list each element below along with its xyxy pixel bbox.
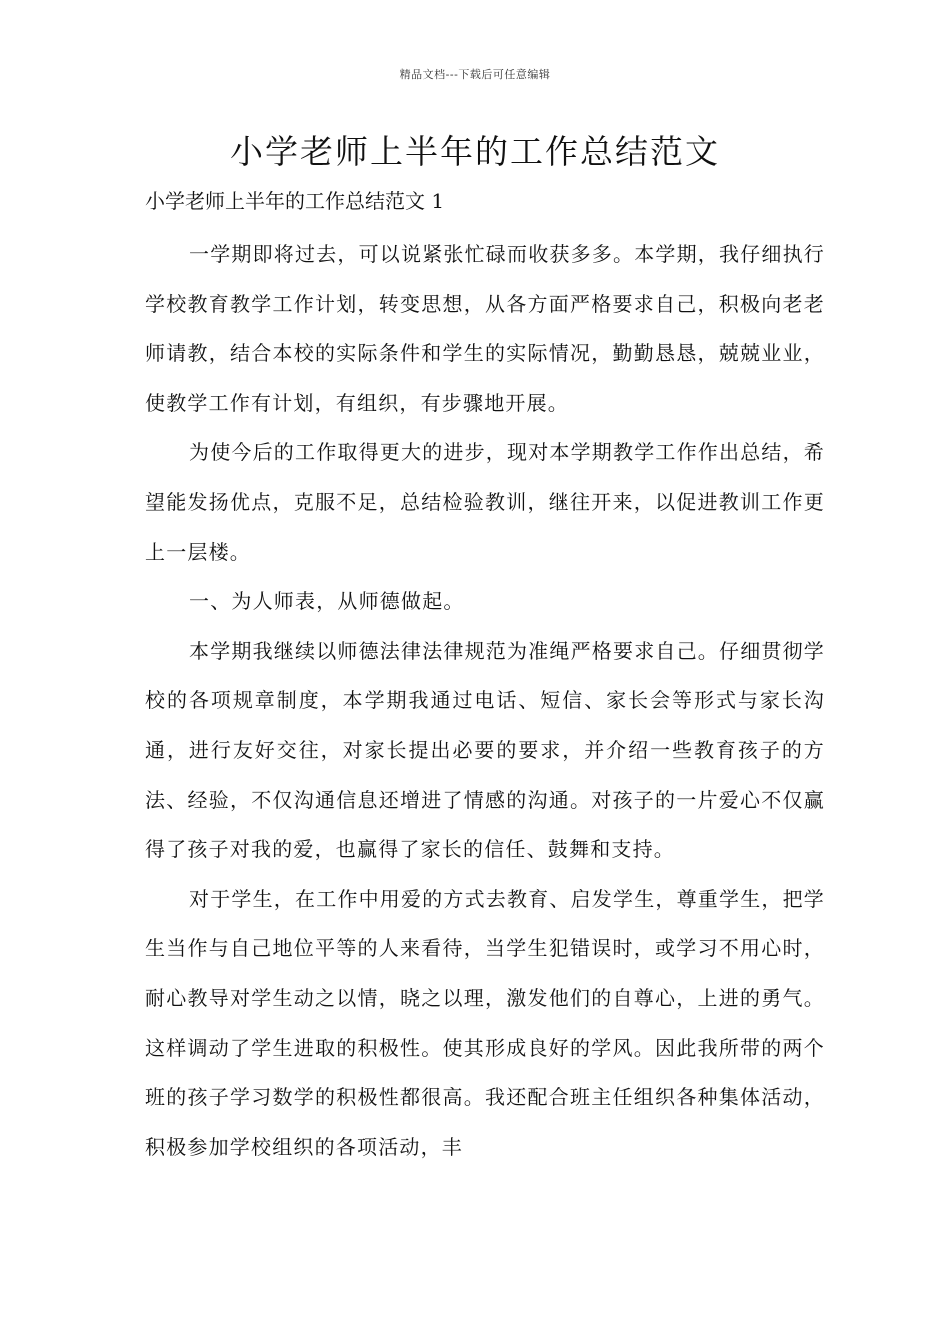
header-note: 精品文档---下载后可任意编辑 (399, 68, 551, 81)
paragraph: 为使今后的工作取得更大的进步，现对本学期教学工作作出总结，希望能发扬优点，克服不足，总结检验教训，继往开来，以促进教训工作更上一层楼。 (145, 440, 825, 564)
paragraph: 本学期我继续以师德法律法律规范为准绳严格要求自己。仔细贯彻学校的各项规章制度，本学期我通过电话、短信、家长会等形式与家长沟通，进行友好交往，对家长提出必要的要求，并介绍一些教育孩子的方法、经验，不仅沟通信息还增进了情感的沟通。对孩子的一片爱心不仅赢得了孩子对我的爱，也赢得了家长的信任、鼓舞和支持。 (145, 638, 825, 862)
section-heading: 一、为人师表，从师德做起。 (189, 589, 465, 614)
paragraph: 一学期即将过去，可以说紧张忙碌而收获多多。本学期，我仔细执行学校教育教学工作计划，转变思想，从各方面严格要求自己，积极向老老师请教，结合本校的实际条件和学生的实际情况，勤勤恳恳，兢兢业业，使教学工作有计划，有组织，有步骤地开展。 (145, 242, 825, 415)
document-body (145, 230, 825, 1172)
paragraph: 对于学生，在工作中用爱的方式去教育、启发学生，尊重学生，把学生当作与自己地位平等的人来看待，当学生犯错误时，或学习不用心时，耐心教导对学生动之以情，晓之以理，激发他们的自尊心，上进的勇气。这样调动了学生进取的积极性。使其形成良好的学风。因此我所带的两个班的孩子学习数学的积极性都很高。我还配合班主任组织各种集体活动，积极参加学校组织的各项活动，丰 (145, 886, 825, 1159)
section-subtitle: 小学老师上半年的工作总结范文 1 (145, 189, 445, 213)
document-title: 小学老师上半年的工作总结范文 (230, 132, 720, 171)
